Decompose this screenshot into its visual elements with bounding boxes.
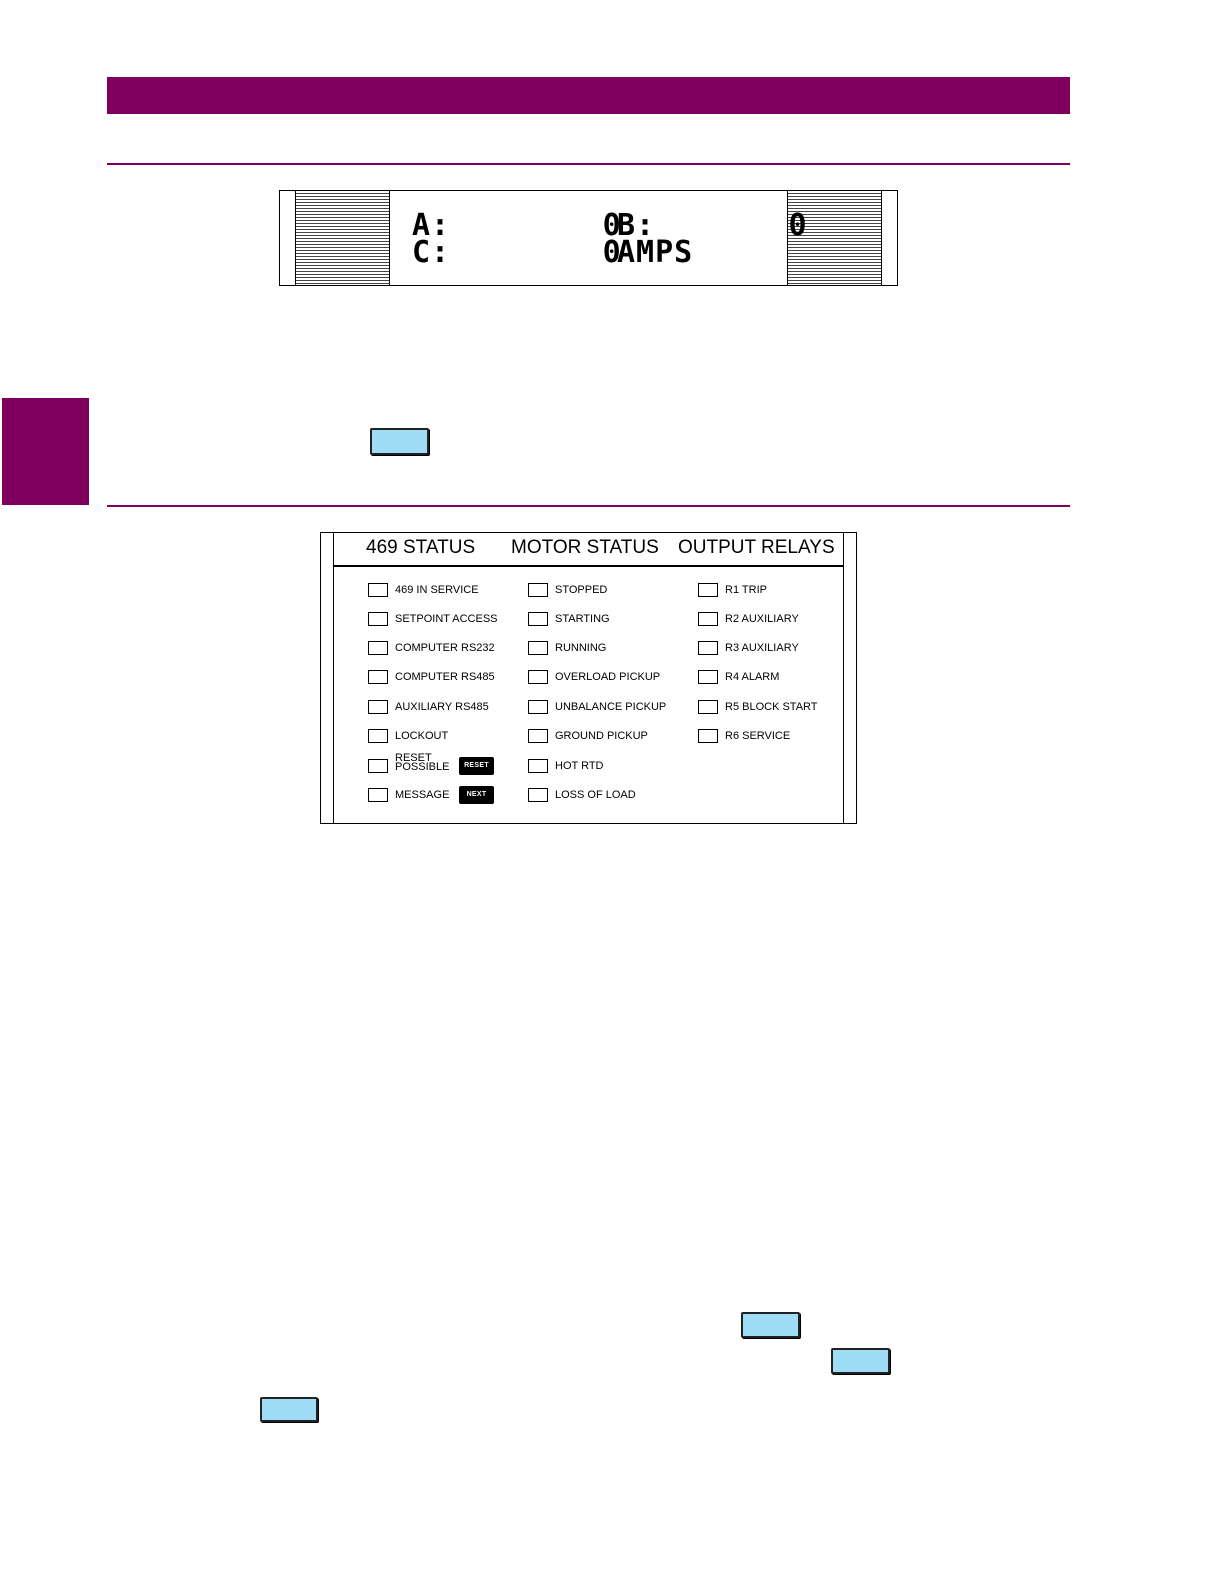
led-label: UNBALANCE PICKUP: [555, 701, 667, 713]
led-indicator: [368, 583, 388, 597]
led-label: R2 AUXILIARY: [725, 613, 799, 625]
led-indicator: [698, 700, 718, 714]
led-indicator: [698, 583, 718, 597]
header-bar: [107, 77, 1070, 114]
status-indicator-panel: [320, 532, 857, 824]
lcd-line2-right: AMPS: [617, 235, 694, 270]
led-label-line2: POSSIBLE: [395, 761, 450, 773]
header-output-relays: OUTPUT RELAYS: [678, 537, 835, 558]
led-indicator: [528, 700, 548, 714]
header-motor-status: MOTOR STATUS: [511, 537, 659, 558]
led-label: R3 AUXILIARY: [725, 642, 799, 654]
led-label: STOPPED: [555, 584, 608, 596]
led-label: OVERLOAD PICKUP: [555, 671, 661, 683]
led-label-line1: RESET: [395, 752, 432, 764]
lcd-grille-left: [295, 191, 390, 285]
led-label: HOT RTD: [555, 760, 604, 772]
key-button-3[interactable]: [831, 1348, 890, 1374]
led-indicator: [368, 700, 388, 714]
panel-left-edge: [333, 533, 334, 823]
led-label: COMPUTER RS232: [395, 642, 495, 654]
led-indicator: [368, 670, 388, 684]
led-label: R6 SERVICE: [725, 730, 791, 742]
key-button-4[interactable]: [260, 1397, 318, 1422]
led-label: SETPOINT ACCESS: [395, 613, 498, 625]
led-indicator: [368, 788, 388, 802]
led-indicator: [698, 729, 718, 743]
lcd-display: [279, 190, 898, 286]
led-label: AUXILIARY RS485: [395, 701, 489, 713]
led-indicator: [528, 729, 548, 743]
led-indicator: [528, 612, 548, 626]
next-key-icon: NEXT: [459, 786, 494, 804]
led-label: LOCKOUT: [395, 730, 449, 742]
led-label: 469 IN SERVICE: [395, 584, 479, 596]
key-button-1[interactable]: [370, 428, 429, 455]
led-indicator: [368, 641, 388, 655]
led-indicator: [368, 612, 388, 626]
led-label: GROUND PICKUP: [555, 730, 648, 742]
lcd-line1-left: A: 0: [412, 208, 622, 243]
led-indicator: [528, 583, 548, 597]
lcd-line2-left: C: 0: [412, 235, 622, 270]
panel-right-edge: [843, 533, 844, 823]
chapter-side-tab: [2, 398, 89, 505]
led-label: R4 ALARM: [725, 671, 780, 683]
led-indicator: [368, 759, 388, 773]
reset-key-icon: RESET: [459, 757, 494, 775]
led-label: COMPUTER RS485: [395, 671, 495, 683]
lcd-line1-right: B: 0: [617, 208, 808, 243]
led-label: R1 TRIP: [725, 584, 767, 596]
led-indicator: [528, 670, 548, 684]
led-label: MESSAGE: [395, 789, 450, 801]
led-indicator: [698, 641, 718, 655]
section-rule-middle: [107, 505, 1070, 507]
led-indicator: [368, 729, 388, 743]
led-label: R5 BLOCK START: [725, 701, 818, 713]
led-indicator: [528, 788, 548, 802]
led-indicator: [528, 641, 548, 655]
led-label: [395, 754, 455, 772]
led-label: STARTING: [555, 613, 610, 625]
key-button-2[interactable]: [741, 1312, 800, 1338]
header-469-status: 469 STATUS: [366, 537, 476, 558]
led-label: LOSS OF LOAD: [555, 789, 636, 801]
led-indicator: [528, 759, 548, 773]
panel-header-rule: [333, 565, 844, 567]
led-indicator: [698, 670, 718, 684]
section-rule-top: [107, 163, 1070, 165]
led-indicator: [698, 612, 718, 626]
led-label: RUNNING: [555, 642, 607, 654]
